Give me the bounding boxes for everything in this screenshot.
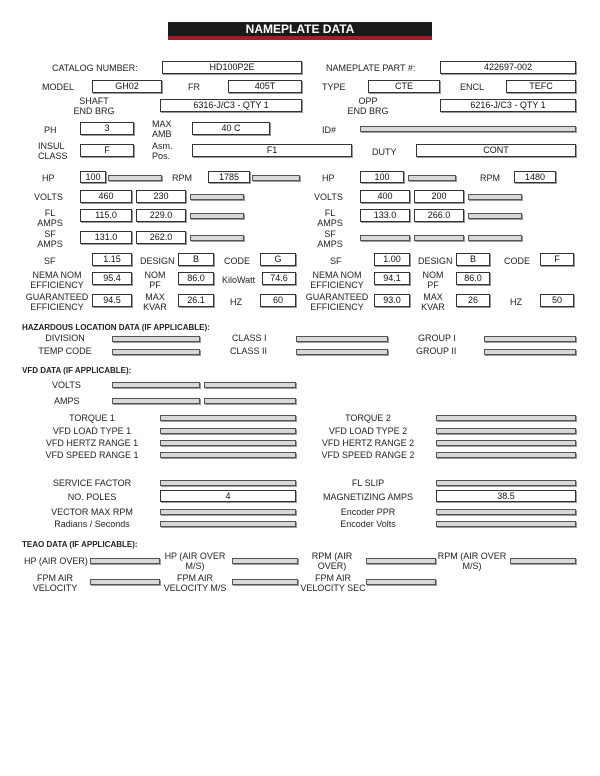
design-field-50hz: B [456,253,490,266]
encoder-volts-field [436,521,576,527]
rpm-air-over-label [300,551,364,571]
encoder-ppr-label: Encoder PPR [340,507,396,517]
sf-amps2-field-50hz [414,235,464,241]
duty-field: CONT [416,144,576,157]
design-field-60hz: B [178,253,214,266]
load-type2-field [436,428,576,434]
label-line: VELOCITY [32,583,78,593]
label-line: EFFICIENCY [30,280,84,290]
label-line: OVER) [317,561,347,571]
hp-extra-60hz [108,175,162,181]
encoder-volts-label: Encoder Volts [340,519,396,529]
label-line: Asm. [152,141,173,151]
hp-extra-50hz [408,175,456,181]
fl-slip-field [436,480,576,486]
load-type1-label: VFD LOAD TYPE 1 [52,426,132,436]
rpm-air-over-ms-label [436,551,508,571]
enclosure-field: TEFC [506,80,576,93]
asm-pos-field: F1 [192,144,352,157]
torque2-field [436,415,576,421]
fpm-air-velocity-ms-label [160,573,230,593]
label-line: AMPS [37,218,63,228]
nema-eff-label [24,270,90,290]
phase-field: 3 [80,122,134,135]
max-kvar-field-60hz: 26.1 [178,294,214,307]
label-line: END BRG [347,106,389,116]
hz-label: HZ [230,297,242,307]
label-line: FPM AIR [36,573,73,583]
rpm-label: RPM [480,173,500,183]
asm-pos-label [152,141,173,161]
hz-field-50hz: 50 [540,294,574,307]
rpm-label: RPM [172,173,192,183]
hp-air-over-field [90,558,160,564]
sf-field-50hz: 1.00 [374,253,410,266]
label-line: PF [149,280,161,290]
label-line: PF [427,280,439,290]
load-type1-field [160,428,296,434]
sf-amps3-field-50hz [468,235,522,241]
insul-class-label [38,141,68,161]
label-line: END BRG [73,106,115,116]
label-line: INSUL [38,141,65,151]
group2-label: GROUP II [416,346,457,356]
label-line: VELOCITY M/S [163,583,227,593]
hp-field-50hz: 100 [360,171,404,183]
guar-eff-field-50hz: 93.0 [374,294,410,307]
speed-range2-label: VFD SPEED RANGE 2 [321,450,415,460]
label-line: NOM [144,270,166,280]
label-line: FPM AIR [314,573,351,583]
vfd-heading: VFD DATA (IF APPLICABLE): [22,366,132,375]
hp-air-over-ms-label [160,551,230,571]
fl-amps3-field-50hz [468,213,522,219]
magnetizing-amps-field: 38.5 [436,490,576,502]
hertz-range2-label: VFD HERTZ RANGE 2 [321,438,415,448]
hp-air-over-label: HP (AIR OVER) [24,556,88,566]
label-line: GUARANTEED [305,292,369,302]
label-line: MAX [423,292,443,302]
opp-end-brg-field: 6216-J/C3 - QTY 1 [440,99,576,112]
sf-amps-label [310,229,350,249]
label-line: MAX [145,292,165,302]
fl-amps2-field-60hz: 229.0 [136,209,186,222]
rpm-field-60hz: 1785 [208,171,250,183]
page-title: NAMEPLATE DATA [168,22,432,36]
label-line: CLASS [38,151,68,161]
radians-field [160,521,296,527]
code-field-50hz: F [540,253,574,266]
shaft-end-brg-field: 6316-J/C3 - QTY 1 [160,99,302,112]
sf-amps1-field-50hz [360,235,410,241]
fpm-air-velocity-ms-field [232,579,298,585]
hz-field-60hz: 60 [260,294,296,307]
poles-field: 4 [160,490,296,502]
label-line: RPM (AIR [311,551,353,561]
label-line: FL [324,208,336,218]
sf-label: SF [330,256,342,266]
torque1-label: TORQUE 1 [69,413,115,423]
sf-amps1-field-60hz: 131.0 [80,231,132,244]
insul-class-field: F [80,144,134,157]
label-line: AMPS [317,218,343,228]
label-line: SHAFT [79,96,109,106]
fl-amps3-field-60hz [190,213,244,219]
label-line: AMPS [317,239,343,249]
fl-amps2-field-50hz: 266.0 [414,209,464,222]
hertz-range2-field [436,440,576,446]
hazardous-heading: HAZARDOUS LOCATION DATA (IF APPLICABLE): [22,323,210,332]
max-kvar-field-50hz: 26 [456,294,490,307]
label-line: NEMA NOM [32,270,82,280]
code-label: CODE [224,256,251,266]
label-line: KVAR [421,302,445,312]
label-line: SF [44,229,56,239]
label-line: EFFICIENCY [30,302,84,312]
label-line: M/S) [185,561,205,571]
label-line: RPM (AIR OVER [437,551,507,561]
volts3-field-60hz [190,194,244,200]
hertz-range1-label: VFD HERTZ RANGE 1 [45,438,139,448]
group2-field [484,349,576,355]
volts-label: VOLTS [314,192,343,202]
label-line: VELOCITY SEC [300,583,366,593]
fpm-air-velocity-sec-field [366,579,436,585]
teao-heading: TEAO DATA (IF APPLICABLE): [22,540,138,549]
guar-eff-field-60hz: 94.5 [92,294,132,307]
label-line: AMPS [37,239,63,249]
label-line: EFFICIENCY [310,302,364,312]
opp-end-brg-label [336,96,400,116]
type-field: CTE [368,80,440,93]
catalog-number-field: HD100P2E [162,61,302,74]
id-label: ID# [322,125,337,135]
label-line: AMB [152,129,172,139]
class1-label: CLASS I [232,333,267,343]
kilowatt-label: KiloWatt [222,275,256,285]
kilowatt-field-60hz: 74.6 [262,272,296,285]
volts-label: VOLTS [34,192,63,202]
duty-label: DUTY [372,147,397,157]
class1-field [296,336,388,342]
vfd-amps2-field [204,398,296,404]
radians-label: Radians / Seconds [54,519,130,529]
fpm-air-velocity-label [22,573,88,593]
fl-amps-label [310,208,350,228]
volts3-field-50hz [468,194,522,200]
max-amb-field: 40 C [192,122,270,135]
label-line: OPP [358,96,378,106]
catalog-number-label: CATALOG NUMBER: [52,63,138,73]
speed-range1-field [160,452,296,458]
rpm-air-over-field [366,558,436,564]
rpm-air-over-ms-field [510,558,576,564]
fl-amps1-field-50hz: 133.0 [360,209,410,222]
label-line: NOM [422,270,444,280]
code-field-60hz: G [260,253,296,266]
guar-eff-label [304,292,370,312]
class2-label: CLASS II [230,346,268,356]
label-line: KVAR [143,302,167,312]
label-line: MAX [152,119,172,129]
hp-air-over-ms-field [232,558,298,564]
label-line: NEMA NOM [312,270,362,280]
division-field [112,336,200,342]
phase-label: PH [44,125,57,135]
fl-amps1-field-60hz: 115.0 [80,209,132,222]
sf-field-60hz: 1.15 [92,253,132,266]
nameplate-part-field: 422697-002 [440,61,576,74]
volts1-field-50hz: 400 [360,190,410,203]
model-label: MODEL [42,82,75,92]
nameplate-part-label: NAMEPLATE PART #: [326,63,416,73]
max-kvar-label [140,292,170,312]
label-line: GUARANTEED [25,292,89,302]
poles-label: NO. POLES [67,492,117,502]
label-line: HP (AIR OVER [164,551,226,561]
temp-code-field [112,349,200,355]
shaft-end-brg-label [62,96,126,116]
design-label: DESIGN [418,256,453,266]
nom-pf-label [140,270,170,290]
max-amb-label [152,119,172,139]
label-line: EFFICIENCY [310,280,364,290]
speed-range1-label: VFD SPEED RANGE 1 [45,450,139,460]
volts2-field-60hz: 230 [136,190,186,203]
nom-pf-field-50hz: 86.0 [456,272,490,285]
label-line: M/S) [462,561,482,571]
label-line: FL [44,208,56,218]
label-line: SF [324,229,336,239]
vector-max-rpm-label: VECTOR MAX RPM [51,507,133,517]
nom-pf-label [418,270,448,290]
rpm-extra-60hz [252,175,300,181]
sf-amps-label [30,229,70,249]
speed-range2-field [436,452,576,458]
nema-eff-field-50hz: 94.1 [374,272,410,285]
vfd-amps1-field [112,398,200,404]
label-line: FPM AIR [176,573,213,583]
hp-field-60hz: 100 [80,171,106,183]
volts1-field-60hz: 460 [80,190,132,203]
enclosure-label: ENCL [460,82,485,92]
vfd-volts2-field [204,382,296,388]
hp-label: HP [322,173,335,183]
volts2-field-50hz: 200 [414,190,464,203]
hertz-range1-field [160,440,296,446]
title-banner [168,22,432,40]
vector-max-rpm-field [160,509,296,515]
sf-amps2-field-60hz: 262.0 [136,231,186,244]
temp-code-label: TEMP CODE [38,346,92,356]
max-kvar-label [418,292,448,312]
vfd-amps-label: AMPS [54,396,80,406]
design-label: DESIGN [140,256,175,266]
division-label: DIVISION [45,333,85,343]
encoder-ppr-field [436,509,576,515]
vfd-volts-label: VOLTS [52,380,81,390]
id-field [360,126,576,132]
sf-label: SF [44,256,56,266]
fpm-air-velocity-sec-label [298,573,368,593]
nom-pf-field-60hz: 86.0 [178,272,214,285]
vfd-volts1-field [112,382,200,388]
load-type2-label: VFD LOAD TYPE 2 [328,426,408,436]
fl-amps-label [30,208,70,228]
nema-eff-field-60hz: 95.4 [92,272,132,285]
fpm-air-velocity-field [90,579,160,585]
sf-amps3-field-60hz [190,235,244,241]
magnetizing-amps-label: MAGNETIZING AMPS [322,492,413,502]
frame-label: FR [188,82,200,92]
group1-field [484,336,576,342]
code-label: CODE [504,256,531,266]
guar-eff-label [24,292,90,312]
group1-label: GROUP I [418,333,456,343]
torque2-label: TORQUE 2 [345,413,391,423]
frame-field: 405T [228,80,302,93]
service-factor-label: SERVICE FACTOR [52,478,132,488]
class2-field [296,349,388,355]
type-label: TYPE [322,82,346,92]
nema-eff-label [304,270,370,290]
rpm-field-50hz: 1480 [514,171,556,183]
hp-label: HP [42,173,55,183]
hz-label: HZ [510,297,522,307]
torque1-field [160,415,296,421]
service-factor-field [160,480,296,486]
label-line: Pos. [152,151,171,161]
fl-slip-label: FL SLIP [351,478,385,488]
model-field: GH02 [92,80,162,93]
